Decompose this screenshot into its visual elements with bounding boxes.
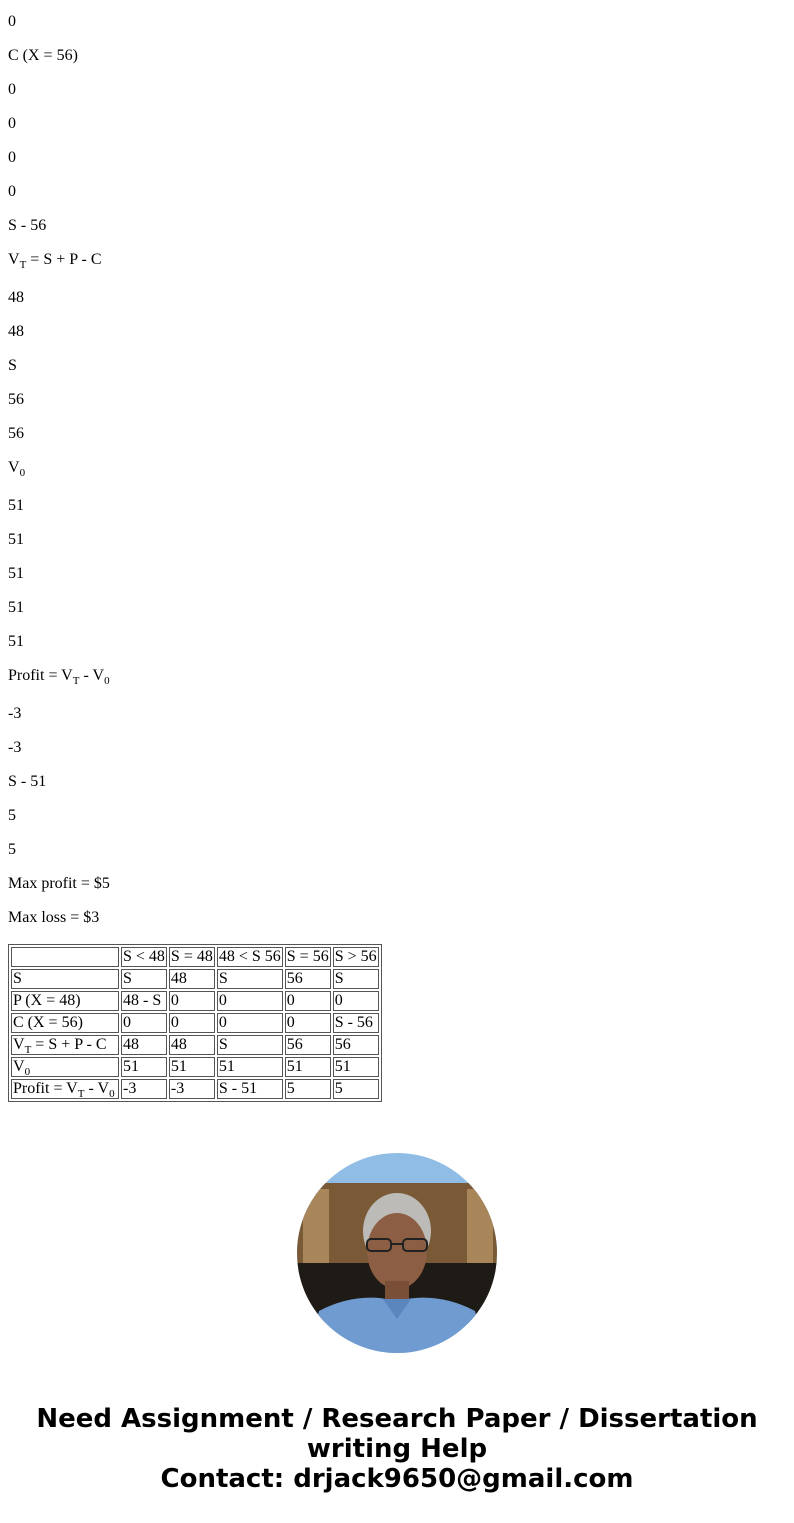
table-cell: 56 [285, 969, 331, 989]
row-label: P (X = 48) [11, 991, 119, 1011]
text-line: 51 [8, 497, 24, 514]
table-cell: 5 [333, 1079, 379, 1099]
table-cell: 56 [285, 1035, 331, 1055]
avatar [297, 1153, 497, 1353]
table-header-cell: S = 48 [170, 948, 213, 965]
table-header-cell: S < 48 [123, 948, 165, 965]
table-header-cell [11, 947, 119, 967]
table-row [11, 1057, 379, 1077]
table-header-cell: S > 56 [334, 948, 377, 965]
text-line: 51 [8, 599, 24, 616]
table-cell: S [217, 1035, 283, 1055]
text-line: 56 [8, 425, 24, 442]
table-header-cell: S = 56 [286, 948, 329, 965]
table-cell: 0 [217, 991, 283, 1011]
text-line: 56 [8, 391, 24, 408]
table-cell: -3 [169, 1079, 215, 1099]
table-cell: -3 [121, 1079, 167, 1099]
text-line: 5 [8, 841, 16, 858]
text-line: -3 [8, 705, 22, 722]
table-cell: 51 [169, 1057, 215, 1077]
table-header-row [11, 947, 379, 967]
table-cell: S [333, 969, 379, 989]
text-line: 5 [8, 807, 16, 824]
text-line: 0 [8, 183, 16, 200]
text-line: 48 [8, 323, 24, 340]
row-label: S [11, 969, 119, 989]
text-line: 0 [8, 81, 16, 98]
banner-line-2: writing Help [306, 1434, 488, 1464]
table-header-cell: 48 < S 56 [218, 948, 281, 965]
text-line: C (X = 56) [8, 47, 78, 64]
max-loss-line: Max loss = $3 [8, 909, 100, 926]
text-line: 51 [8, 531, 24, 548]
max-profit-line: Max profit = $5 [8, 875, 110, 892]
formula-line: $V_0$ [8, 459, 26, 479]
text-line: 0 [8, 149, 16, 166]
table-row [11, 991, 379, 1011]
table-cell: 51 [285, 1057, 331, 1077]
table-cell: S - 56 [333, 1013, 379, 1033]
table-cell: 48 [169, 1035, 215, 1055]
text-line: 51 [8, 633, 24, 650]
text-line: S - 56 [8, 217, 47, 234]
formula-line: $V_T = S + P - C$ [8, 251, 102, 271]
table-row [11, 969, 379, 989]
text-line: 51 [8, 565, 24, 582]
table-cell: S [121, 969, 167, 989]
table-cell: 48 [169, 969, 215, 989]
row-label: Profit = $V_T - V_0$ [11, 1079, 119, 1099]
table-cell: 0 [333, 991, 379, 1011]
text-line: 48 [8, 289, 24, 306]
table-cell: 0 [169, 1013, 215, 1033]
text-line: S [8, 357, 17, 374]
table-cell: 0 [169, 991, 215, 1011]
text-line: S - 51 [8, 773, 47, 790]
row-label: $V_0$ [11, 1057, 119, 1077]
table-cell: 0 [285, 1013, 331, 1033]
table-row [11, 1079, 379, 1099]
banner-contact: Contact: drjack9650@gmail.com [160, 1464, 634, 1494]
table-cell: 51 [121, 1057, 167, 1077]
text-line: -3 [8, 739, 22, 756]
table-cell: 51 [217, 1057, 283, 1077]
table-cell: 0 [285, 991, 331, 1011]
table-cell: 51 [333, 1057, 379, 1077]
table-cell: 48 - S [121, 991, 167, 1011]
row-label: C (X = 56) [11, 1013, 119, 1033]
table-cell: 5 [285, 1079, 331, 1099]
payoff-table [8, 944, 382, 1102]
table-cell: 0 [217, 1013, 283, 1033]
text-line: 0 [8, 13, 16, 30]
table-row [11, 1013, 379, 1033]
table-cell: 56 [333, 1035, 379, 1055]
formula-line: Profit = $V_T - V_0$ [8, 667, 110, 687]
row-label: $V_T = S + P - C$ [11, 1035, 119, 1055]
banner-line-1: Need Assignment / Research Paper / Dissertation [36, 1404, 758, 1434]
table-cell: S [217, 969, 283, 989]
table-cell: 0 [121, 1013, 167, 1033]
table-cell: 48 [121, 1035, 167, 1055]
text-line: 0 [8, 115, 16, 132]
avatar-portrait [297, 1153, 497, 1353]
table-cell: S - 51 [217, 1079, 283, 1099]
table-row [11, 1035, 379, 1055]
